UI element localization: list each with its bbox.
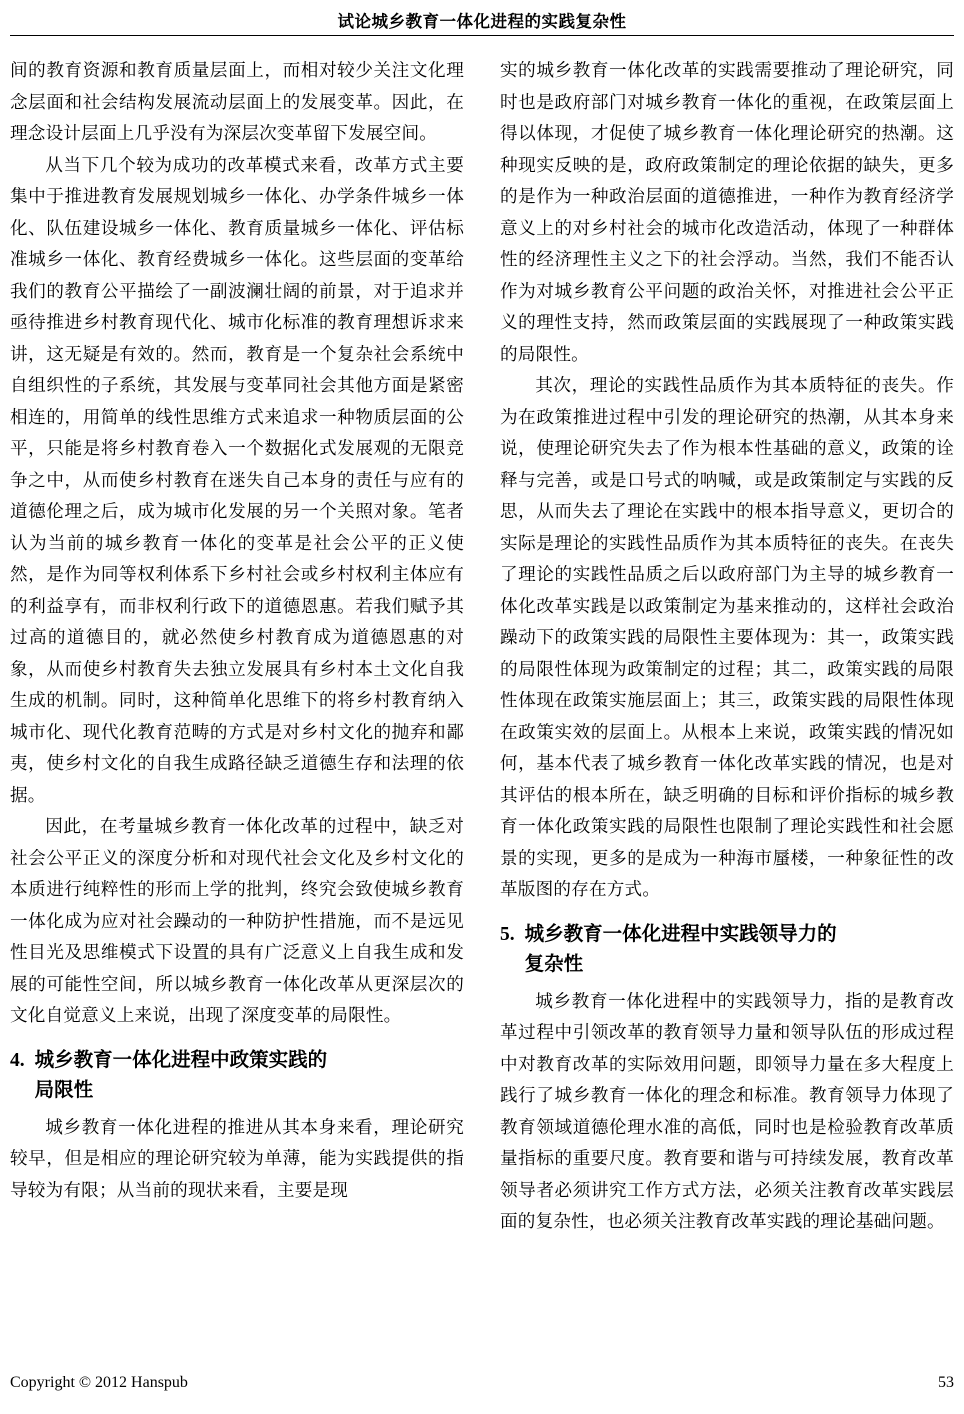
paragraph: 间的教育资源和教育质量层面上，而相对较少关注文化理念层面和社会结构发展流动层面上的发展变革。因此，在理念设计层面上几乎没有为深层次变革留下发展空间。 — [10, 60, 464, 143]
section-title-line2: 复杂性 — [524, 953, 584, 975]
paragraph: 因此，在考量城乡教育一体化改革的过程中，缺乏对社会公平正义的深度分析和对现代社会文化及乡村文化的本质进行纯粹性的形而上学的批判，终究会致使城乡教育一体化成为应对社会躁动的一种防护性措施，而不是远见性目光及思维模式下设置的具有广泛意义上自我生成和发展的可能性空间，所以城乡教育一体化改革从更深层次的文化自觉意义上来说，出现了深度变革的局限性。 — [10, 816, 464, 1025]
section-number: 5. — [500, 923, 515, 945]
section-title — [525, 920, 954, 980]
section-heading-5 — [500, 920, 954, 980]
copyright-notice: Copyright © 2012 Hanspub — [10, 1374, 188, 1391]
section-title-line1: 城乡教育一体化进程中实践领导力的 — [524, 923, 837, 945]
section-title-line2: 局限性 — [34, 1079, 94, 1101]
two-column-body — [10, 55, 954, 1345]
right-column — [500, 55, 954, 1345]
section-title — [35, 1046, 464, 1106]
page-footer — [10, 1374, 954, 1396]
paragraph: 从当下几个较为成功的改革模式来看，改革方式主要集中于推进教育发展规划城乡一体化、办学条件城乡一体化、队伍建设城乡一体化、教育质量城乡一体化、评估标准城乡一体化、教育经费城乡一体化。这些层面的变革给我们的教育公平描绘了一副波澜壮阔的前景，对于追求并亟待推进乡村教育现代化、城市化标准的教育理想诉求来讲，这无疑是有效的。然而，教育是一个复杂社会系统中自组织性的子系统，其发展与变革同社会其他方面是紧密相连的，用简单的线性思维方式来追求一种物质层面的公平，只能是将乡村教育卷入一个数据化式发展观的无限竞争之中，从而使乡村教育在迷失自己本身的责任与应有的道德伦理之后，成为城市化发展的另一个关照对象。笔者认为当前的城乡教育一体化的变革是社会公平的正义使然，是作为同等权利体系下乡村社会或乡村权利主体应有的利益享有，而非权利行政下的道德恩惠。若我们赋予其过高的道德目的，就必然使乡村教育成为道德恩惠的对象，从而使乡村教育失去独立发展具有乡村本土文化自我生成的机制。同时，这种简单化思维下的将乡村教育纳入城市化、现代化教育范畴的方式是对乡村文化的抛弃和鄙夷，使乡村文化的自我生成路径缺乏道德生存和法理的依据。 — [10, 154, 464, 805]
section-heading-4 — [10, 1046, 464, 1106]
section-number: 4. — [10, 1049, 25, 1071]
paragraph: 城乡教育一体化进程的推进从其本身来看，理论研究较早，但是相应的理论研究较为单薄，能为实践提供的指导较为有限；从当前的现状来看，主要是现 — [10, 1116, 464, 1200]
running-head: 试论城乡教育一体化进程的实践复杂性 — [337, 12, 627, 31]
paragraph: 城乡教育一体化进程中的实践领导力，指的是教育改革过程中引领改革的教育领导力量和领导队伍的形成过程中对教育改革的实际效用问题，即领导力量在多大程度上践行了城乡教育一体化的理念和标准。教育领导力体现了教育领域道德伦理水准的高低，同时也是检验教育改革质量指标的重要尺度。教育要和谐与可持续发展，教育改革领导者必须讲究工作方式方法，必须关注教育改革实践层面的复杂性，也必须关注教育改革实践的理论基础问题。 — [500, 990, 954, 1231]
header-divider — [10, 35, 954, 36]
paragraph: 实的城乡教育一体化改革的实践需要推动了理论研究，同时也是政府部门对城乡教育一体化的重视，在政策层面上得以体现，才促使了城乡教育一体化理论研究的热潮。这种现实反映的是，政府政策制定的理论依据的缺失，更多的是作为一种政治层面的道德推进，一种作为教育经济学意义上的对乡村社会的城市化改造活动，体现了一种群体性的经济理性主义之下的社会浮动。当然，我们不能否认作为对城乡教育公平问题的政治关怀，对推进社会公平正义的理性支持，然而政策层面的实践展现了一种政策实践的局限性。 — [500, 60, 954, 364]
section-title-line1: 城乡教育一体化进程中政策实践的 — [34, 1049, 328, 1071]
paragraph: 其次，理论的实践性品质作为其本质特征的丧失。作为在政策推进过程中引发的理论研究的热潮，从其本身来说，使理论研究失去了作为根本性基础的意义，政策的诠释与完善，或是口号式的呐喊，或是政策制定与实践的反思，从而失去了理论在实践中的根本指导意义，更切合的实际是理论的实践性品质作为其本质特征的丧失。在丧失了理论的实践性品质之后以政府部门为主导的城乡教育一体化改革实践是以政策制定为基来推动的，这样社会政治躁动下的政策实践的局限性主要体现为：其一，政策实践的局限性体现为政策制定的过程；其二，政策实践的局限性体现在政策实施层面上；其三，政策实践的局限性体现在政策实效的层面上。从根本上来说，政策实践的情况如何，基本代表了城乡教育一体化改革实践的情况，也是对其评估的根本所在，缺乏明确的目标和评价指标的城乡教育一体化政策实践的局限性也限制了理论实践性和社会愿景的实现，更多的是成为一种海市蜃楼，一种象征性的改革版图的存在方式。 — [500, 375, 954, 899]
left-column — [10, 55, 464, 1345]
page-number: 53 — [938, 1374, 954, 1391]
